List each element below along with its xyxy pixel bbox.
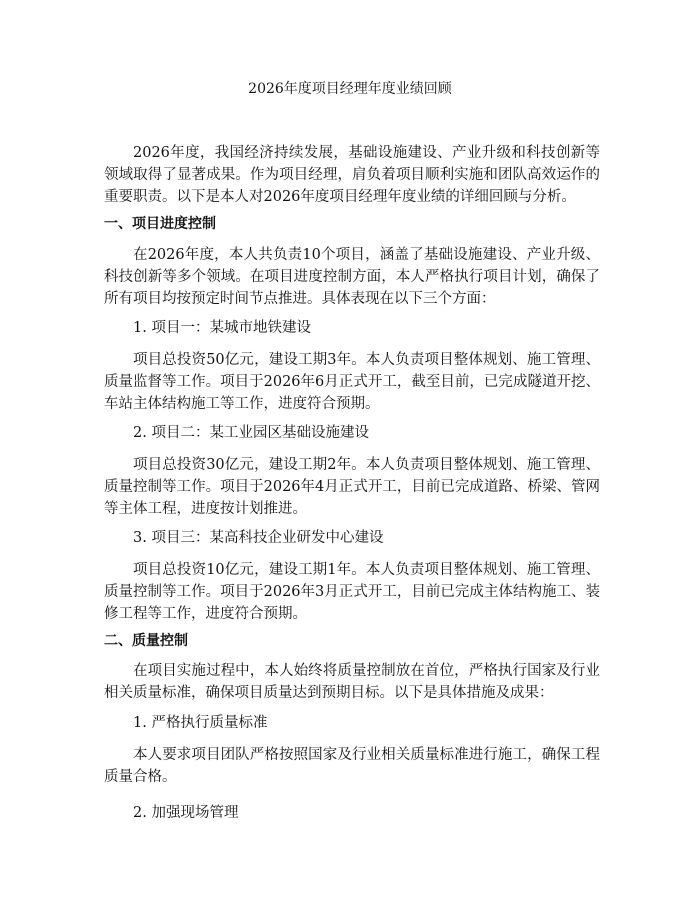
list-item-text: 项目总投资50亿元，建设工期3年。本人负责项目整体规划、施工管理、质量监督等工作。项目于2026年6月正式开工，截至目前，已完成隧道开挖、车站主体结构施工等工作，进度符合预期。: [104, 352, 600, 412]
section-heading-progress: 一、项目进度控制: [104, 216, 216, 232]
document-title: 2026年度项目经理年度业绩回顾: [248, 81, 452, 97]
intro-paragraph: 2026年度，我国经济持续发展，基础设施建设、产业升级和科技创新等领域取得了显著成果。作为项目经理，肩负着项目顺利实施和团队高效运作的重要职责。以下是本人对2026年度项目经理年度业绩的详细回顾与分析。: [104, 145, 600, 205]
list-item-text: 本人要求项目团队严格按照国家及行业相关质量标准进行施工，确保工程质量合格。: [104, 747, 600, 785]
section-heading-quality: 二、质量控制: [104, 633, 188, 649]
section-intro-quality: 在项目实施过程中，本人始终将质量控制放在首位，严格执行国家及行业相关质量标准，确保项目质量达到预期目标。以下是具体措施及成果：: [104, 663, 600, 701]
list-item-label: 2. 项目二：某工业园区基础设施建设: [133, 425, 369, 441]
list-item-label: 3. 项目三：某高科技企业研发中心建设: [133, 530, 384, 546]
section-intro-progress: 在2026年度，本人共负责10个项目，涵盖了基础设施建设、产业升级、科技创新等多个领域。在项目进度控制方面，本人严格执行项目计划，确保了所有项目均按预定时间节点推进。具体表现在以下三个方面：: [104, 247, 600, 307]
list-item-text: 项目总投资30亿元，建设工期2年。本人负责项目整体规划、施工管理、质量控制等工作。项目于2026年4月正式开工，目前已完成道路、桥梁、管网等主体工程，进度按计划推进。: [104, 457, 600, 517]
list-item-label: 1. 项目一：某城市地铁建设: [133, 320, 311, 336]
list-item-label: 2. 加强现场管理: [133, 805, 239, 821]
list-item-text: 项目总投资10亿元，建设工期1年。本人负责项目整体规划、施工管理、质量控制等工作。项目于2026年3月正式开工，目前已完成主体结构施工、装修工程等工作，进度符合预期。: [104, 562, 600, 622]
list-item-label: 1. 严格执行质量标准: [133, 715, 268, 731]
